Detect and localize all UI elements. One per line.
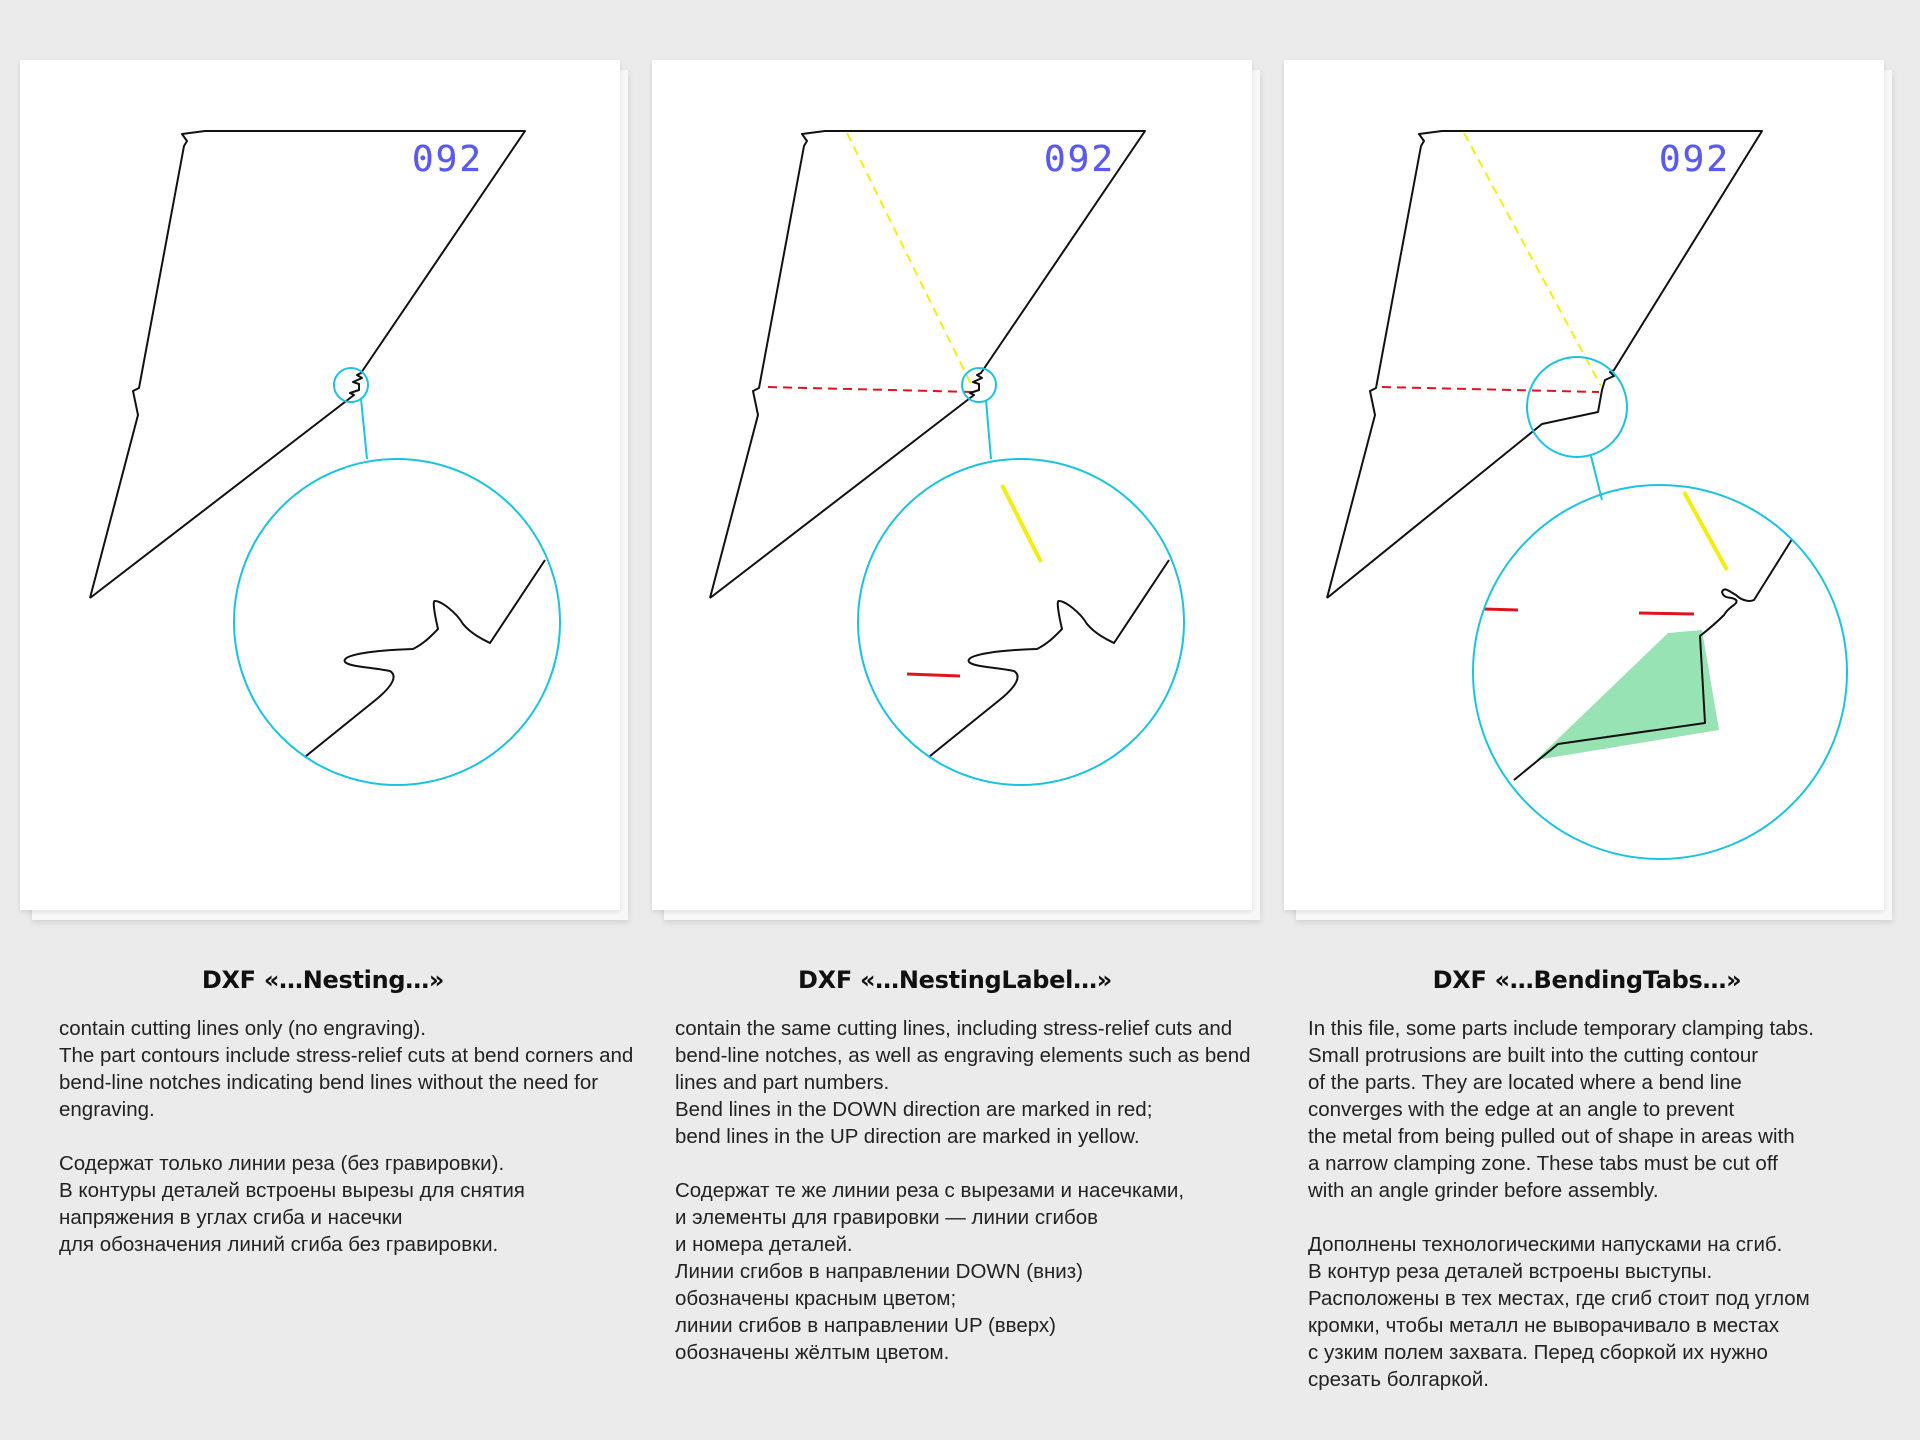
- zoom-connector-line: [986, 400, 991, 459]
- drawing-sheet: [1284, 60, 1884, 910]
- drawing-sheet-stack: [20, 60, 626, 916]
- description-en: In this file, some parts include temporary clamping tabs. Small protrusions are built into the cutting contour of the parts. They are located where a bend line converges with the edge at an angle to prevent the metal from being pulled out of shape in areas with a narrow clamping zone. These tabs must be cut off with an angle grinder before assembly.: [1308, 1017, 1814, 1202]
- part-contour: [710, 131, 1145, 598]
- part-contour: [1327, 131, 1762, 598]
- panel-bending-tabs: [1284, 0, 1904, 1440]
- bend-line-up: [847, 133, 972, 386]
- magnified-bend-up: [1002, 485, 1041, 562]
- panel-description: [1308, 1015, 1888, 1420]
- drawing-sheet: [652, 60, 1252, 910]
- magnified-bend-down: [907, 674, 960, 676]
- drawing-sheet: [20, 60, 620, 910]
- panel-description: [675, 1015, 1255, 1393]
- nesting-label-drawing: [652, 60, 1252, 910]
- drawing-sheet-stack: [1284, 60, 1890, 916]
- description-ru: Содержат те же линии реза с вырезами и насечками, и элементы для гравировки — линии сгибов и номера деталей. Линии сгибов в направлении DOWN (вниз) обозначены красным цветом; линии сгибов в направлении UP (вверх) обозначены жёлтым цветом.: [675, 1179, 1185, 1364]
- zoom-connector-line: [361, 399, 367, 459]
- panel-title: DXF «…BendingTabs…»: [1432, 966, 1742, 994]
- nesting-drawing: [20, 60, 620, 910]
- magnified-detail: [858, 459, 1184, 785]
- bend-line-down: [768, 387, 972, 392]
- panel-description: [59, 1015, 639, 1285]
- description-ru: Содержат только линии реза (без гравировки). В контуры деталей встроены вырезы для снятия напряжения в углах сгиба и насечки для обозначения линий сгиба без гравировки.: [59, 1152, 525, 1256]
- panel-title: DXF «…Nesting…»: [201, 966, 445, 994]
- zoom-connector-line: [1591, 456, 1602, 500]
- panel-nesting: [20, 0, 640, 1440]
- zoom-source-circle: [1527, 357, 1627, 457]
- bend-line-up: [1464, 133, 1601, 386]
- panel-title: DXF «…NestingLabel…»: [798, 966, 1112, 994]
- drawing-sheet-stack: [652, 60, 1258, 916]
- magnified-detail: [234, 459, 560, 785]
- description-en: contain the same cutting lines, including stress-relief cuts and bend-line notches, as well as engraving elements such as bend lines and part numbers. Bend lines in the DOWN direction are marked in red; bend lines in the UP direction are marked in yellow.: [675, 1017, 1251, 1148]
- part-number-label: 092: [1044, 139, 1116, 180]
- magnified-detail: [1473, 485, 1847, 859]
- magnified-bend-down-right: [1639, 613, 1694, 614]
- part-number-label: 092: [412, 139, 484, 180]
- description-ru: Дополнены технологическими напусками на сгиб. В контур реза деталей встроены выступы. Расположены в тех местах, где сгиб стоит под углом кромки, чтобы металл не выворачивало в местах с узким полем захвата. Перед сборкой их нужно срезать болгаркой.: [1308, 1233, 1810, 1391]
- magnified-bend-down-left: [1484, 609, 1518, 610]
- part-contour: [90, 131, 525, 598]
- clamping-tab-highlight: [1536, 630, 1719, 760]
- description-en: contain cutting lines only (no engraving). The part contours include stress-relief cuts at bend corners and bend-line notches indicating bend lines without the need for engraving.: [59, 1017, 634, 1121]
- bending-tabs-drawing: [1284, 60, 1884, 910]
- panel-nesting-label: [652, 0, 1272, 1440]
- bend-line-down: [1382, 387, 1599, 392]
- part-number-label: 092: [1659, 139, 1731, 180]
- magnified-bend-up: [1684, 492, 1727, 570]
